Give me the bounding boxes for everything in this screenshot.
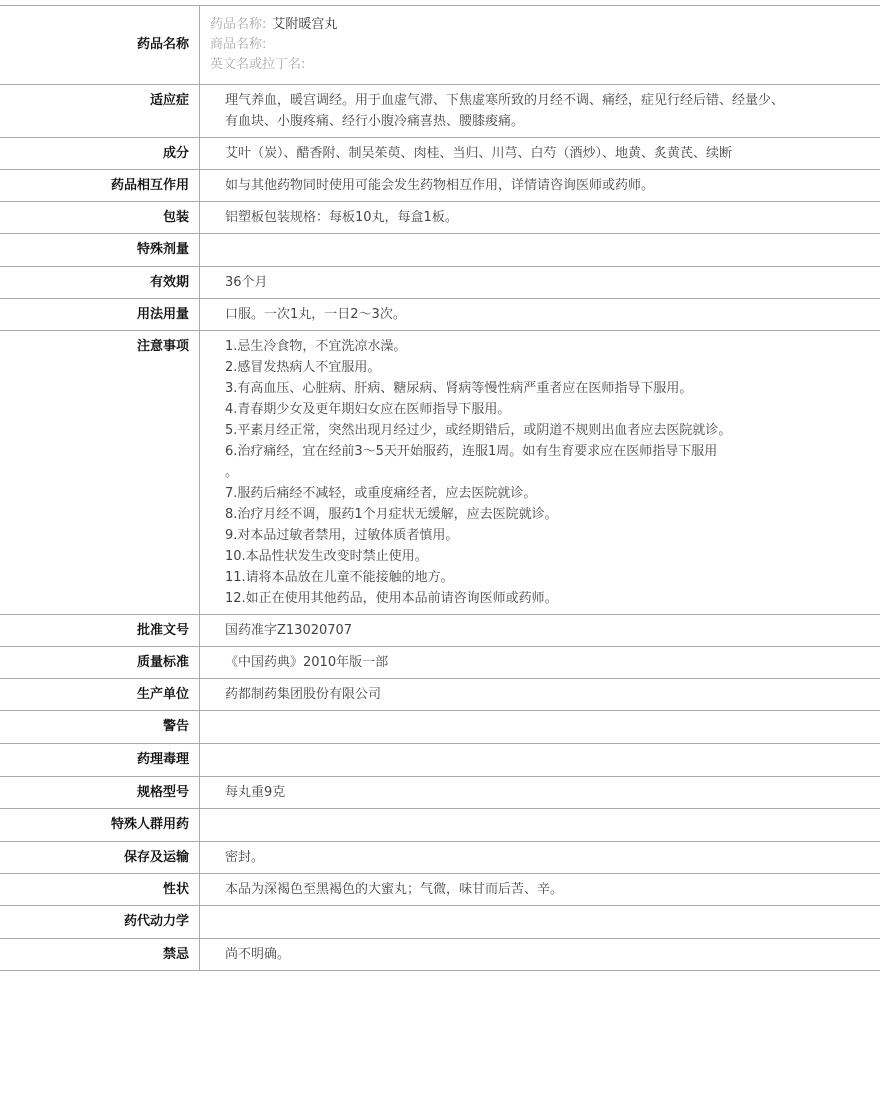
list-item: 3.有高血压、心脏病、肝病、糖尿病、肾病等慢性病严重者应在医师指导下服用。 [225,381,693,396]
row-value: 36个月 [200,267,880,299]
precautions-list [200,331,880,615]
row-label: 药代动力学 [0,906,200,939]
row-value [200,809,880,842]
row-label: 批准文号 [0,615,200,647]
row-package [0,202,880,234]
row-pharmacokinetics [0,906,880,939]
row-label: 质量标准 [0,647,200,679]
row-value [200,711,880,744]
row-value: 每丸重9克 [200,777,880,809]
list-item: 。 [225,465,239,480]
row-special-groups [0,809,880,842]
row-value: 如与其他药物同时使用可能会发生药物相互作用，详情请咨询医师或药师。 [200,170,880,202]
row-validity [0,267,880,299]
row-label: 药理毒理 [0,744,200,777]
drug-name-value: 艾附暖宫丸 [272,17,338,32]
list-item: 10.本品性状发生改变时禁止使用。 [225,549,428,564]
list-item: 6.治疗痛经，宜在经前3～5天开始服药，连服1周。如有生育要求应在医师指导下服用 [225,444,718,459]
row-label: 包装 [0,202,200,234]
row-label: 特殊人群用药 [0,809,200,842]
row-label: 用法用量 [0,299,200,331]
row-value: 国药准字Z13020707 [200,615,880,647]
row-interaction [0,170,880,202]
row-value: 口服。一次1丸，一日2～3次。 [200,299,880,331]
row-value [200,744,880,777]
row-storage [0,842,880,874]
row-label: 成分 [0,138,200,170]
row-label: 特殊剂量 [0,234,200,267]
row-label: 药品名称 [0,6,200,85]
row-manufacturer [0,679,880,711]
drug-name-label: 药品名称: [210,17,267,32]
list-item: 9.对本品过敏者禁用，过敏体质者慎用。 [225,528,459,543]
row-value: 密封。 [200,842,880,874]
row-label: 药品相互作用 [0,170,200,202]
row-label: 规格型号 [0,777,200,809]
row-precautions [0,331,880,615]
row-value: 铝塑板包装规格：每板10丸，每盒1板。 [200,202,880,234]
list-item: 12.如正在使用其他药品，使用本品前请咨询医师或药师。 [225,591,558,606]
drug-info-table [0,5,880,971]
row-specification [0,777,880,809]
list-item: 4.青春期少女及更年期妇女应在医师指导下服用。 [225,402,511,417]
row-toxicology [0,744,880,777]
list-item: 7.服药后痛经不减轻，或重度痛经者，应去医院就诊。 [225,486,537,501]
english-name-line [210,55,870,75]
row-character [0,874,880,906]
row-value: 尚不明确。 [200,939,880,971]
row-label: 注意事项 [0,331,200,615]
row-warning [0,711,880,744]
row-value: 《中国药典》2010年版一部 [200,647,880,679]
row-contraindication [0,939,880,971]
row-value: 艾叶（炭）、醋香附、制吴茱萸、肉桂、当归、川芎、白芍（酒炒）、地黄、炙黄芪、续断 [200,138,880,170]
trade-name-label: 商品名称: [210,37,267,52]
name-block [200,6,880,85]
row-value: 药都制药集团股份有限公司 [200,679,880,711]
list-item: 8.治疗月经不调，服药1个月症状无缓解，应去医院就诊。 [225,507,558,522]
row-label: 保存及运输 [0,842,200,874]
list-item: 1.忌生冷食物，不宜洗凉水澡。 [225,339,407,354]
row-value [200,234,880,267]
row-indication [0,85,880,138]
row-label: 禁忌 [0,939,200,971]
row-label: 适应症 [0,85,200,138]
drug-name-line [210,15,870,35]
english-name-label: 英文名或拉丁名: [210,57,306,72]
list-item: 2.感冒发热病人不宜服用。 [225,360,381,375]
row-ingredients [0,138,880,170]
row-value: 理气养血，暖宫调经。用于血虚气滞、下焦虚寒所致的月经不调、痛经，症见行经后错、经量少、有血块、小腹疼痛、经行小腹冷痛喜热、腰膝痠痛。 [200,85,880,138]
row-value: 本品为深褐色至黑褐色的大蜜丸；气微，味甘而后苦、辛。 [200,874,880,906]
row-drug-name [0,6,880,85]
row-label: 警告 [0,711,200,744]
row-special-dose [0,234,880,267]
row-value [200,906,880,939]
list-item: 11.请将本品放在儿童不能接触的地方。 [225,570,454,585]
row-label: 生产单位 [0,679,200,711]
list-item: 5.平素月经正常，突然出现月经过少，或经期错后，或阴道不规则出血者应去医院就诊。 [225,423,732,438]
row-label: 有效期 [0,267,200,299]
trade-name-line [210,35,870,55]
row-approval [0,615,880,647]
row-label: 性状 [0,874,200,906]
row-usage [0,299,880,331]
row-standard [0,647,880,679]
